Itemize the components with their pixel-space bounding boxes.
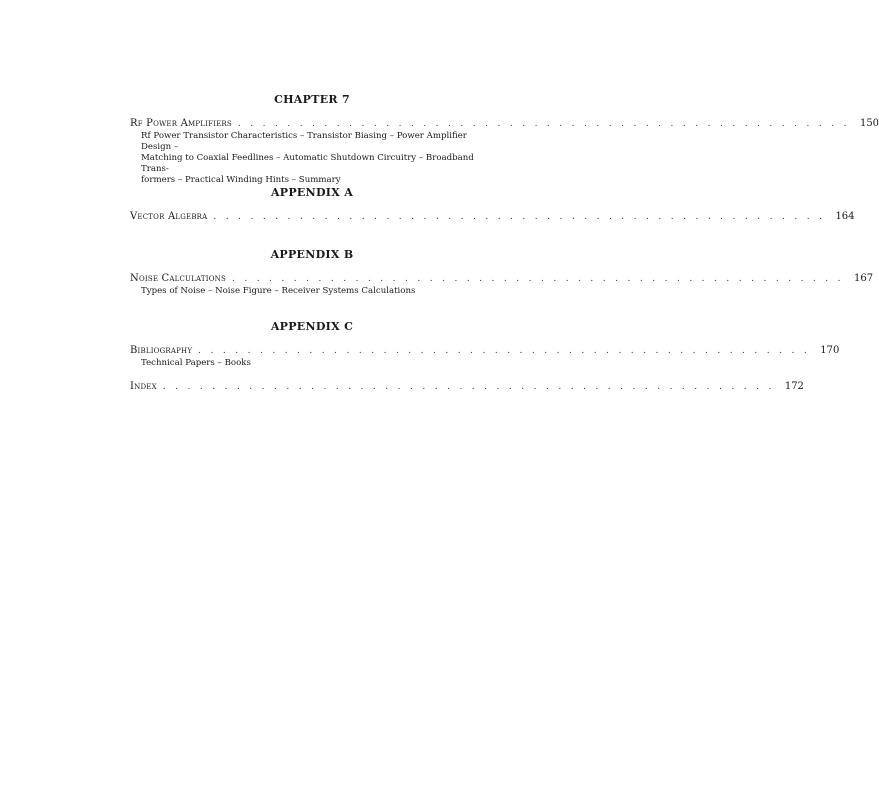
dot-leader: .................................................. xyxy=(162,382,781,392)
toc-entry-bibliography xyxy=(130,344,840,369)
dot-leader: .................................................. xyxy=(231,274,851,284)
toc-entry-line xyxy=(130,117,879,131)
page-number: 150 xyxy=(859,118,879,129)
entry-title: Noise Calculations xyxy=(130,273,226,284)
entry-description xyxy=(141,358,474,369)
description-line: Types of Noise – Noise Figure – Receiver Systems Calculations xyxy=(141,286,416,296)
toc-entry-rf-power-amplifiers xyxy=(130,117,879,186)
entry-title: Vector Algebra xyxy=(130,211,208,222)
appendix-c-heading: APPENDIX C xyxy=(270,320,354,333)
description-line: formers – Practical Winding Hints – Summary xyxy=(141,175,341,185)
page-number: 172 xyxy=(784,381,804,392)
appendix-a-heading: APPENDIX A xyxy=(270,186,354,199)
page-number: 164 xyxy=(835,211,855,222)
dot-leader: .................................................. xyxy=(213,212,832,222)
page-number: 167 xyxy=(854,273,874,284)
toc-entry-line xyxy=(130,210,855,224)
entry-title: Index xyxy=(130,381,157,392)
toc-entry-line xyxy=(130,344,840,358)
toc-entry-line xyxy=(130,272,874,286)
toc-entry-vector-algebra xyxy=(130,210,855,224)
dot-leader: .................................................. xyxy=(237,119,856,129)
appendix-b-heading: APPENDIX B xyxy=(270,248,354,261)
description-line: Rf Power Transistor Characteristics – Transistor Biasing – Power Amplifier Design – xyxy=(141,131,467,152)
description-line: Matching to Coaxial Feedlines – Automatic Shutdown Circuitry – Broadband Trans- xyxy=(141,153,474,174)
entry-description xyxy=(141,131,474,186)
dot-leader: .................................................. xyxy=(198,346,817,356)
toc-entry-index xyxy=(130,380,804,394)
page-number: 170 xyxy=(820,345,840,356)
toc-entry-noise-calculations xyxy=(130,272,874,297)
toc-entry-line xyxy=(130,380,804,394)
chapter-7-heading: CHAPTER 7 xyxy=(274,93,350,106)
entry-title: Rf Power Amplifiers xyxy=(130,118,232,129)
entry-title: Bibliography xyxy=(130,345,193,356)
entry-description xyxy=(141,286,474,297)
description-line: Technical Papers – Books xyxy=(141,358,251,368)
